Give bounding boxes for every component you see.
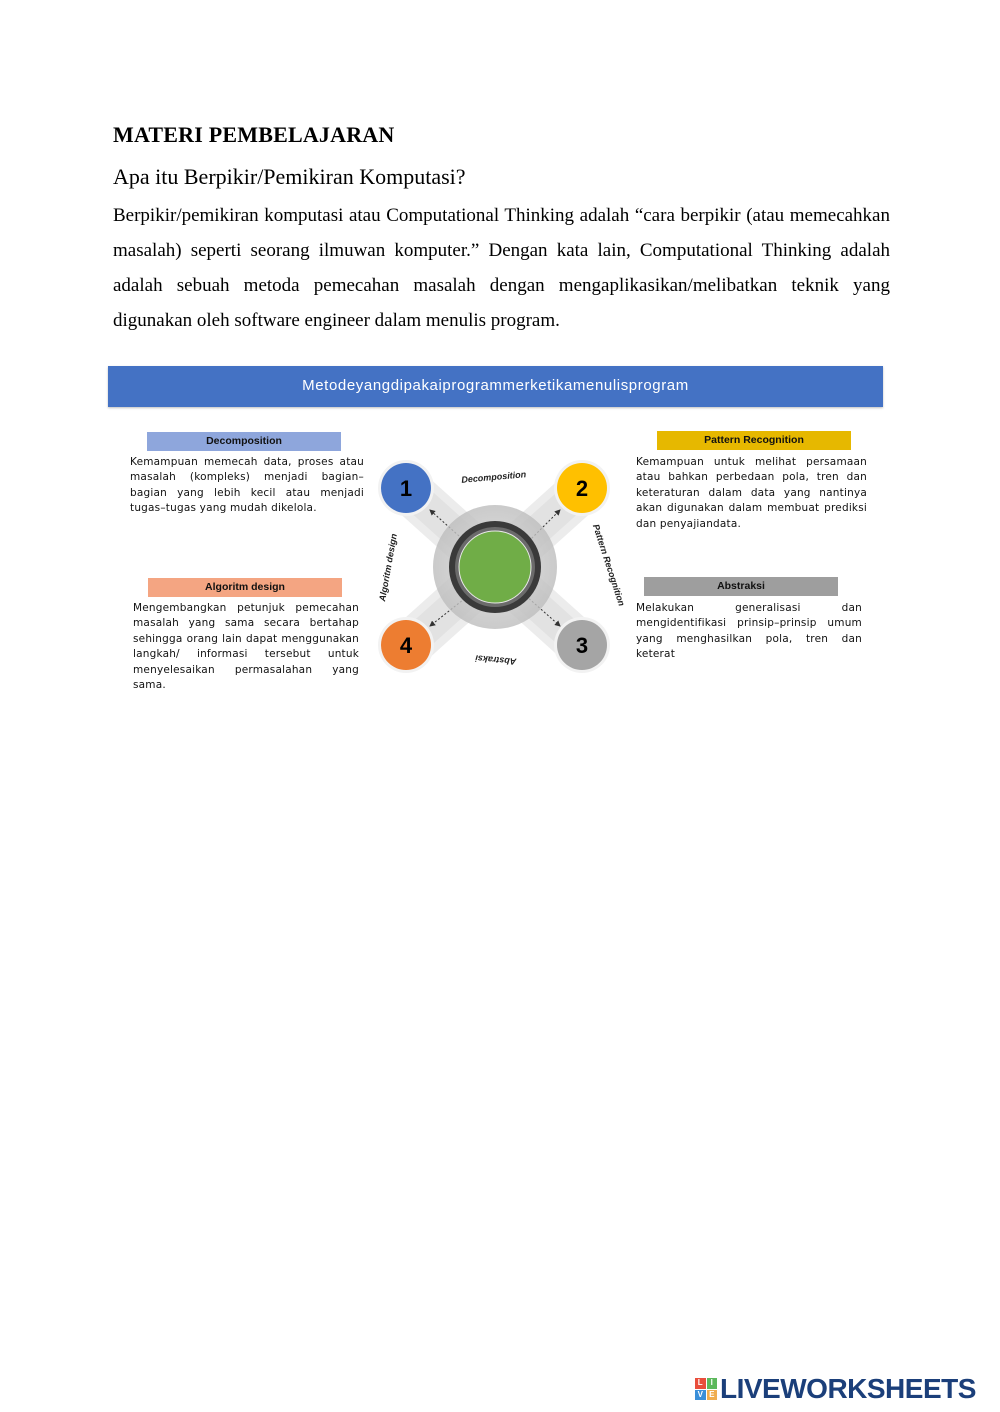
label-abstraksi: Abstraksi <box>644 577 838 596</box>
logo-letter: L <box>695 1378 706 1389</box>
arc-label-left: Algoritm design <box>377 532 399 603</box>
label-decomposition: Decomposition <box>147 432 341 451</box>
badge-3-number: 3 <box>575 633 589 658</box>
arc-label-right: Pattern Recognition <box>590 522 627 608</box>
badge-2 <box>554 460 610 516</box>
label-pattern-recognition: Pattern Recognition <box>657 431 851 450</box>
desc-algoritm-design: Mengembangkan petunjuk pemecahan masalah yang sama secara bertahap sehingga orang lain dapat menggunakan langkah/ informasi tersebut untuk menyelesaikan permasalahan yang sama. <box>133 602 359 692</box>
page-heading: MATERI PEMBELAJARAN <box>113 122 395 147</box>
desc-decomposition: Kemampuan memecah data, proses atau masalah (kompleks) menjadi bagian–bagian yang lebih kecil atau menjadi tugas–tugas yang mudah dikelola. <box>130 456 364 515</box>
arc-label-bottom: Abstraksi <box>474 653 517 667</box>
logo-letter: V <box>695 1390 706 1401</box>
badge-4-number: 4 <box>399 633 413 658</box>
badge-3 <box>554 617 610 673</box>
logo-letter: I <box>707 1378 718 1389</box>
desc-pattern-recognition: Kemampuan untuk melihat persamaan atau bahkan perbedaan pola, tren dan keteraturan dalam data yang nantinya akan digunakan dalam membuat prediksi dan penyajiandata. <box>636 456 867 530</box>
intro-paragraph: Berpikir/pemikiran komputasi atau Computational Thinking adalah “cara berpikir (atau memecahkan masalah) seperti seorang ilmuwan komputer.” Dengan kata lain, Computational Thinking adalah adalah sebuah metoda pemecahan masalah dengan mengaplikasikan/melibatkan teknik yang digunakan oleh software engineer dalam menulis program. <box>113 205 890 331</box>
desc-abstraksi: Melakukan generalisasi dan mengidentifikasi prinsip–prinsip umum yang menghasilkan pola, tren dan keterat <box>636 602 862 661</box>
badge-4 <box>378 617 434 673</box>
infographic-banner: Metodeyangdipakaiprogrammerketikamenulisprogram <box>108 366 883 407</box>
arc-label-top: Decomposition <box>460 469 527 485</box>
badge-1-number: 1 <box>399 476 413 501</box>
x-diagram <box>368 452 630 682</box>
label-algoritm-design: Algoritm design <box>148 578 342 597</box>
logo-text: LIVEWORKSHEETS <box>720 1373 976 1404</box>
section-question: Apa itu Berpikir/Pemikiran Komputasi? <box>113 164 466 189</box>
logo-letter: E <box>707 1390 718 1401</box>
badge-1 <box>378 460 434 516</box>
center-circle <box>459 531 531 603</box>
badge-2-number: 2 <box>575 476 589 501</box>
liveworksheets-logo <box>695 1374 976 1404</box>
logo-mark <box>695 1378 717 1400</box>
